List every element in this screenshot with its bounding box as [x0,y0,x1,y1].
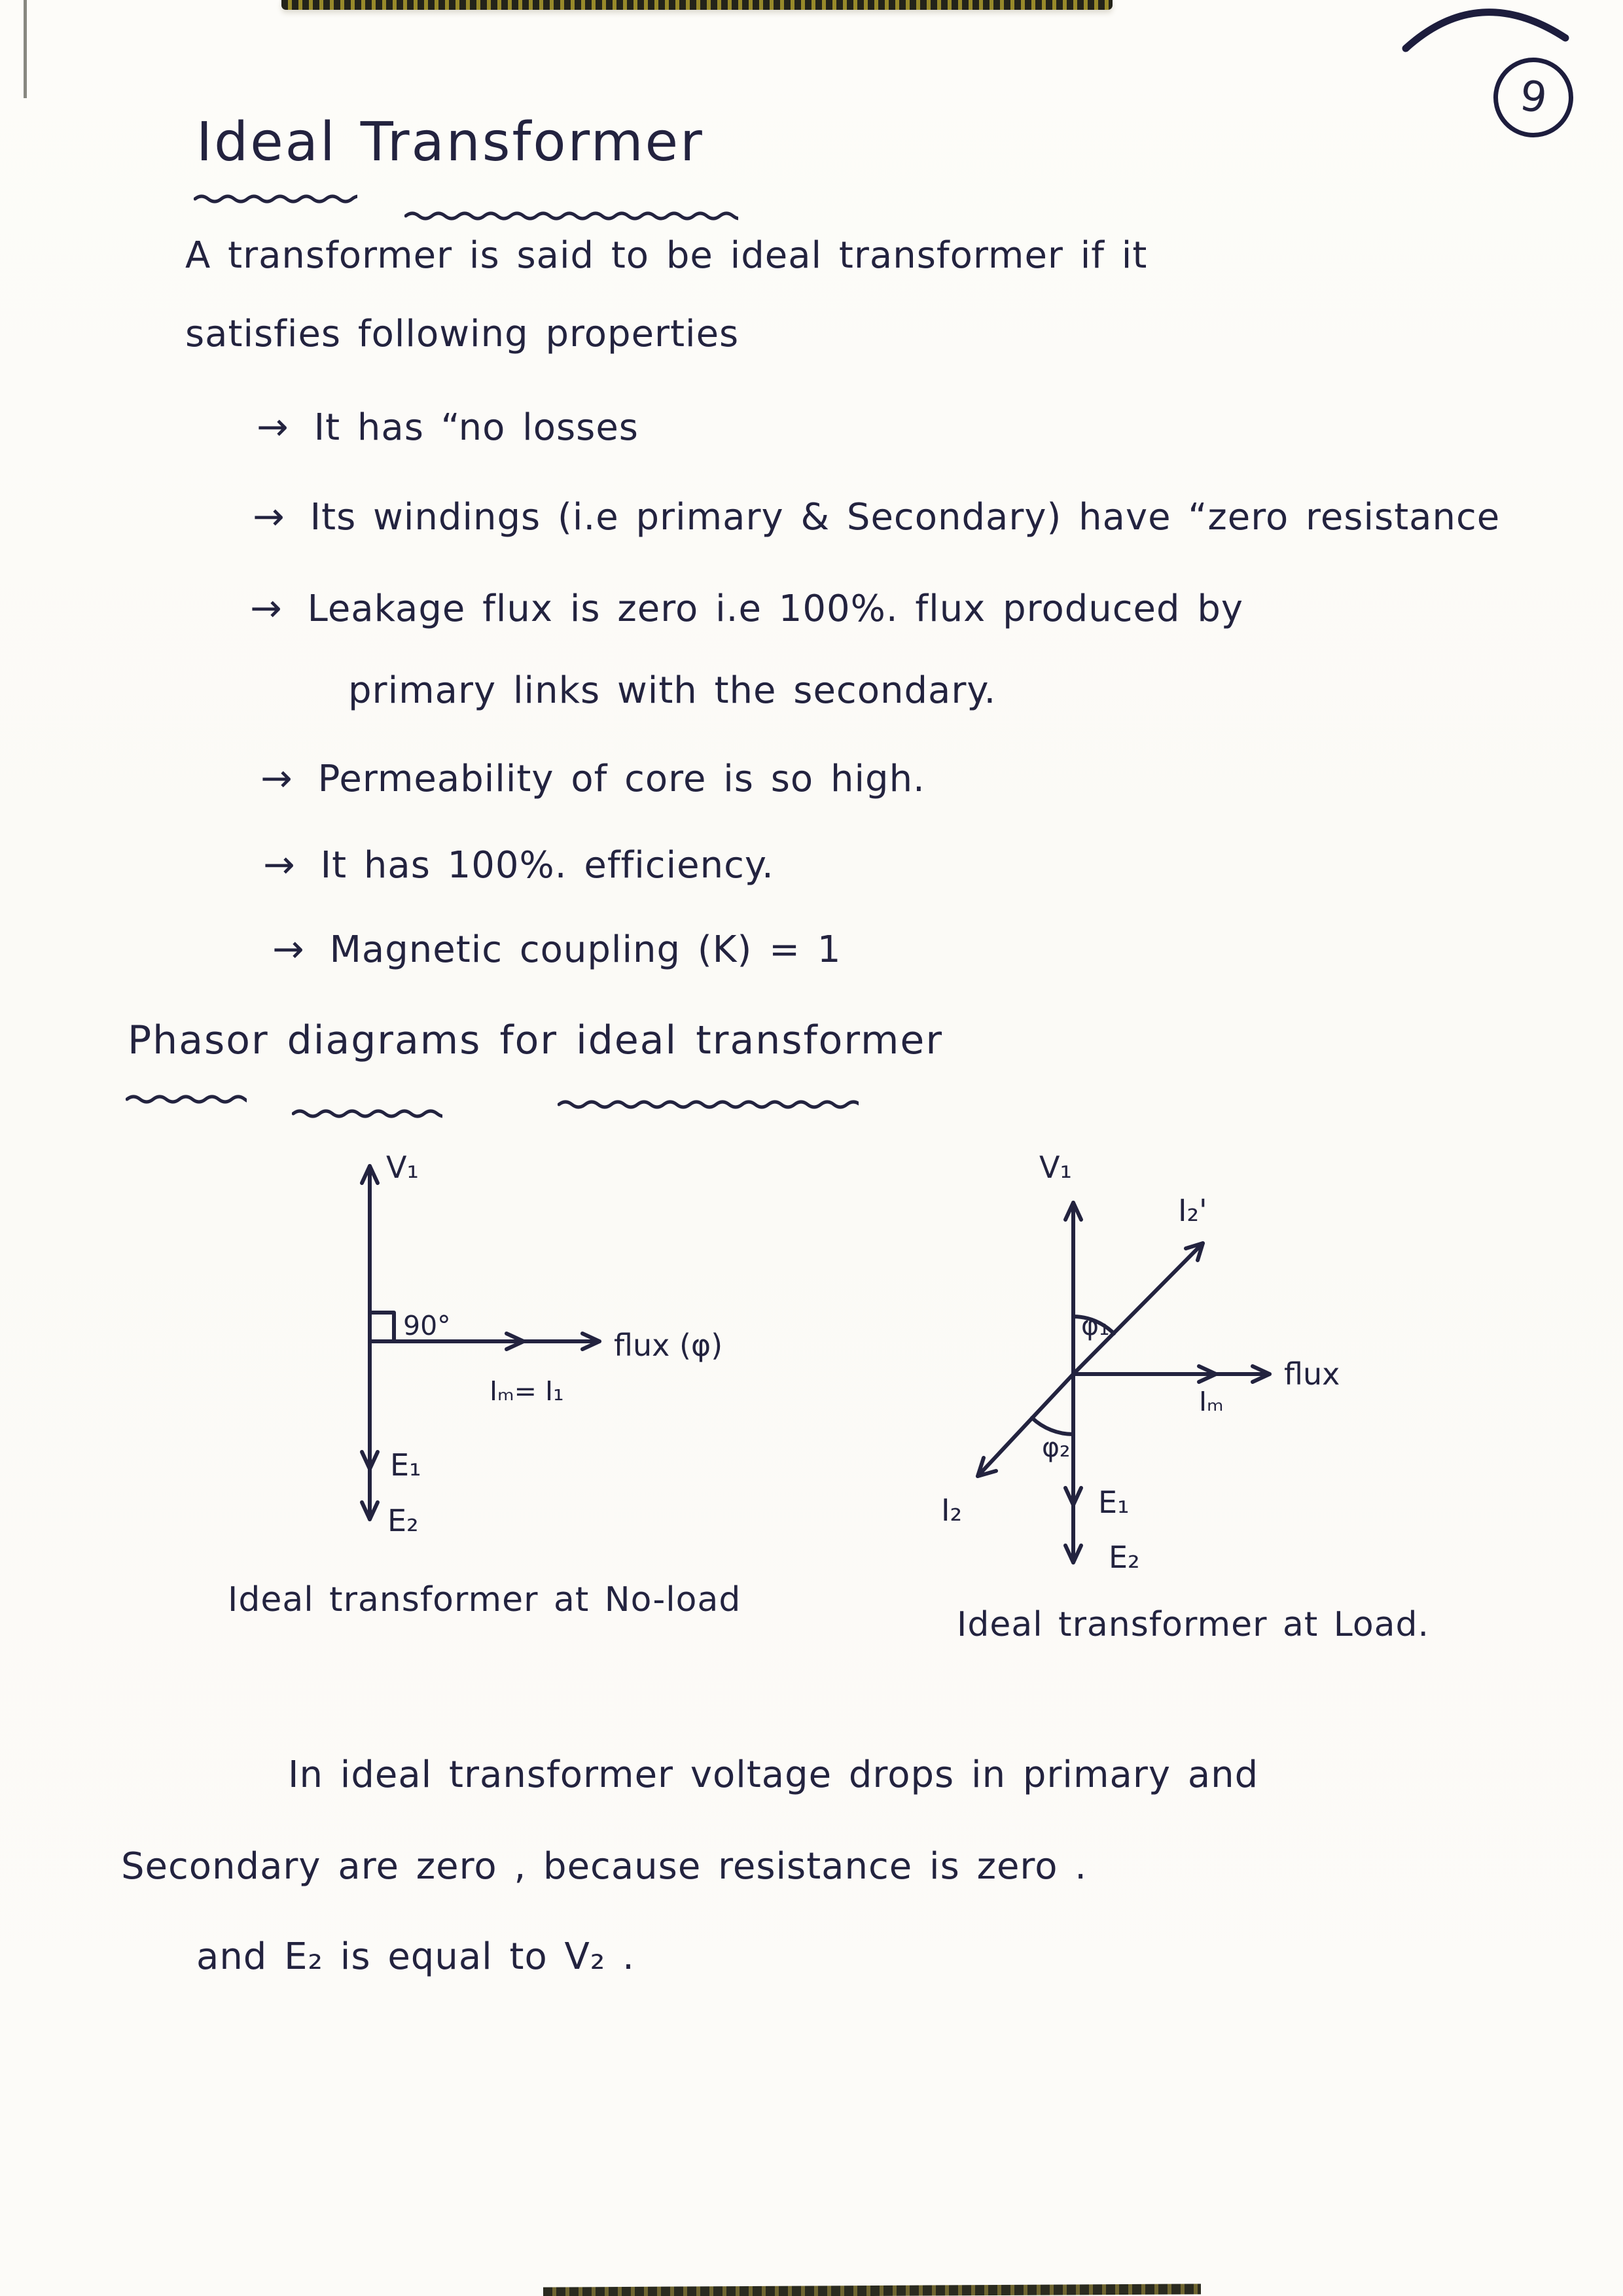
squiggle-underline [404,208,738,221]
arrow-icon: → [263,842,296,887]
section-heading: Phasor diagrams for ideal transformer [128,1017,943,1063]
property-text: It has “no losses [313,406,639,449]
arrow-icon: → [260,756,293,800]
intro-line: A transformer is said to be ideal transformer if it [185,234,1148,277]
label-e2: E₂ [1109,1540,1140,1575]
arrow-icon: → [253,494,285,539]
label-v1: V₁ [1039,1150,1072,1185]
property-item [257,404,639,449]
label-v1: V₁ [386,1150,419,1185]
load-phasor-diagram [941,1150,1429,1644]
pen-curve-mark [1400,0,1571,52]
closing-line: Secondary are zero , because resistance is zero . [121,1845,1088,1888]
label-i2: I₂ [941,1492,963,1528]
closing-line: and E₂ is equal to V₂ . [196,1935,635,1978]
label-im-i1: Iₘ= I₁ [490,1375,564,1407]
property-item [272,927,841,971]
property-item [260,756,925,800]
squiggle-underline [558,1097,859,1110]
no-load-phasor-diagram [228,1150,741,1619]
label-im: Iₘ [1199,1386,1224,1417]
label-flux: flux (φ) [614,1328,723,1363]
squiggle-underline [126,1091,247,1104]
property-text: It has 100%. efficiency. [320,844,774,887]
page-left-edge-mark [24,0,27,98]
no-load-caption: Ideal transformer at No-load [228,1580,741,1619]
right-angle-mark [370,1313,394,1341]
label-e1: E₁ [390,1447,421,1483]
squiggle-underline [194,191,357,204]
phasor-diagrams [0,1112,1623,1701]
page-number-badge [1488,52,1578,143]
label-phi2: φ₂ [1042,1432,1071,1463]
arrow-icon: → [257,404,289,449]
closing-line: In ideal transformer voltage drops in primary and [288,1754,1259,1796]
notebook-binding-edge [281,0,1113,10]
property-text: Magnetic coupling (K) = 1 [329,928,842,971]
intro-line: satisfies following properties [185,313,740,355]
property-item [263,842,774,887]
arrow-icon: → [250,586,283,630]
label-phi1: φ₁ [1081,1310,1110,1341]
label-e1: E₁ [1098,1485,1130,1520]
arrow-icon: → [272,927,305,971]
page-number: 9 [1516,71,1550,124]
page-title: Ideal Transformer [196,111,704,173]
label-e2: E₂ [387,1503,419,1538]
property-item [253,494,1500,539]
property-text: Its windings (i.e primary & Secondary) have “zero resistance [310,496,1501,539]
label-i2-prime: I₂' [1178,1193,1207,1228]
label-flux: flux [1284,1356,1340,1392]
property-text: Permeability of core is so high. [317,758,925,800]
load-caption: Ideal transformer at Load. [957,1605,1430,1644]
property-text: Leakage flux is zero i.e 100%. flux produced by [307,588,1244,630]
property-item [250,586,1243,630]
i2-prime-line [1073,1243,1203,1374]
notebook-bottom-edge [543,2284,1201,2296]
label-angle-90: 90° [403,1310,451,1341]
property-text-continued: primary links with the secondary. [348,669,997,712]
